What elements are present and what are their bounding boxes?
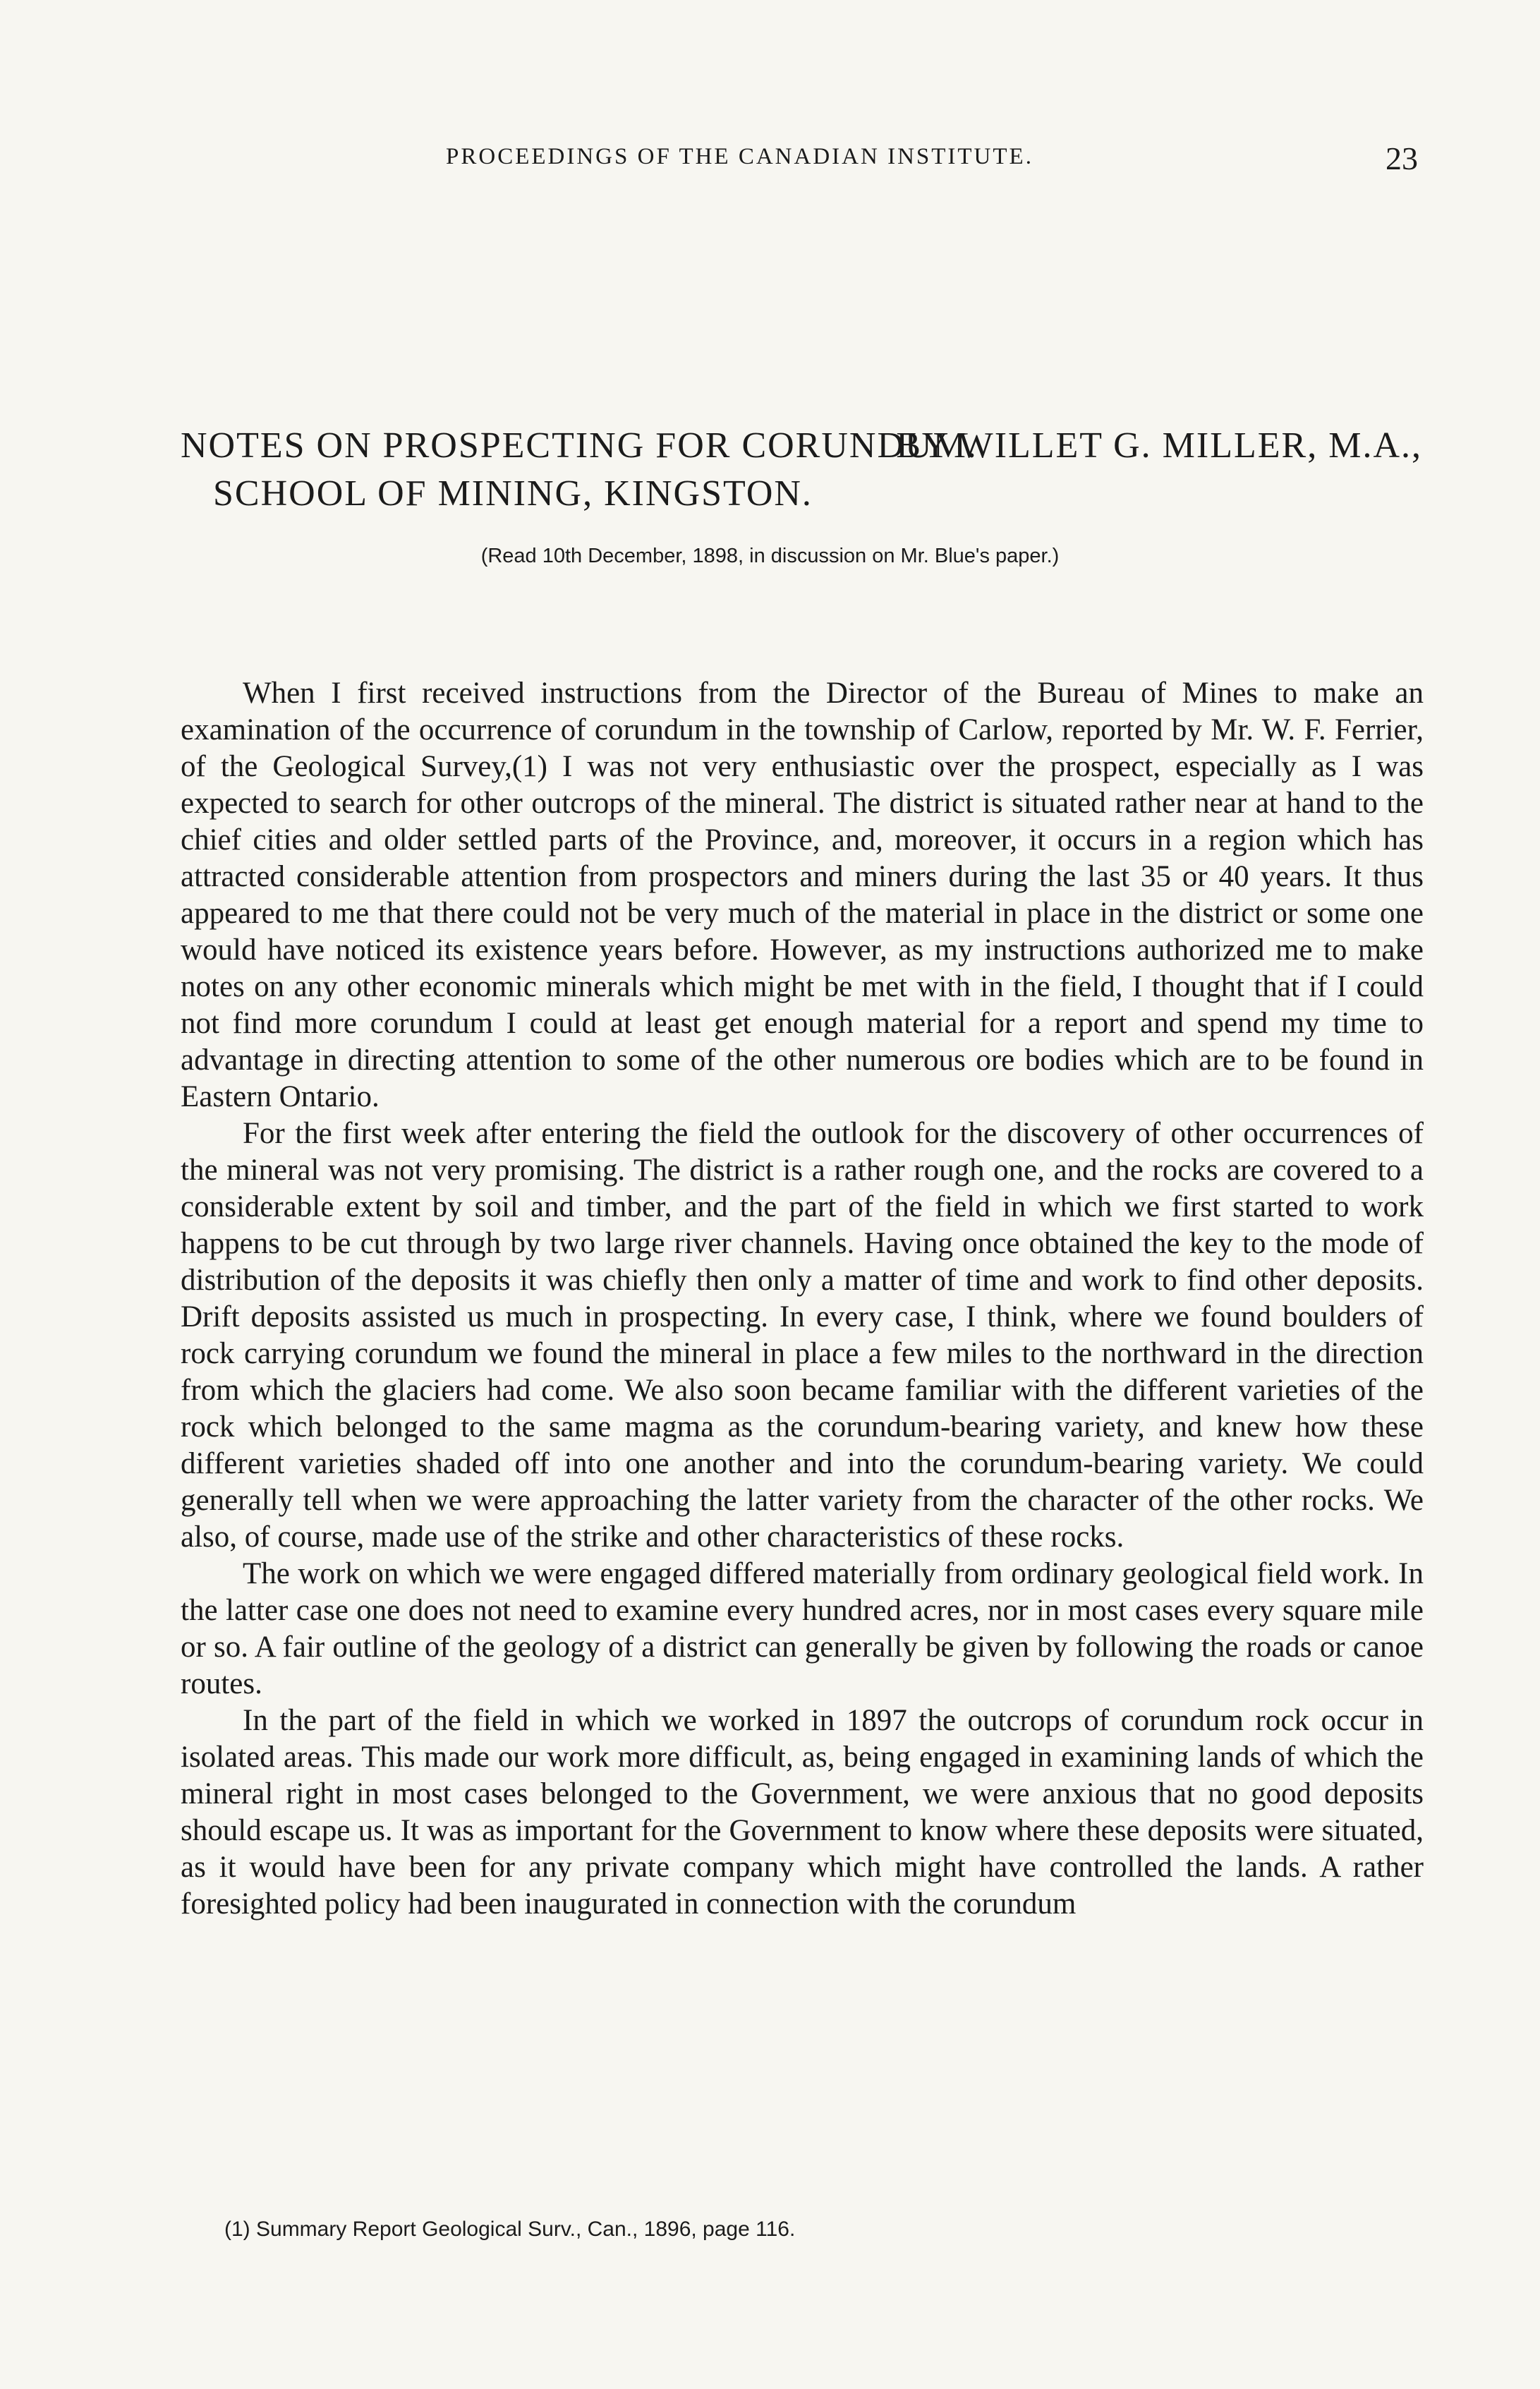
article-title-block xyxy=(181,425,1422,514)
paragraph-3: The work on which we were engaged differed materially from ordinary geological field work. In the latter case one does not need to examine every hundred acres, nor in most cases every square mile or so. A fair outline of the geology of a district can generally be given by following the roads or canoe routes. xyxy=(181,1557,1424,1700)
article-title: NOTES ON PROSPECTING FOR CORUNDUM. xyxy=(181,425,978,466)
paragraph-4: In the part of the field in which we worked in 1897 the outcrops of corundum rock occur in isolated areas. This made our work more difficult, as, being engaged in examining lands of which the mineral right in most cases belonged to the Government, we were anxious that no good deposits should escape us. It was as important for the Government to know where these deposits were situated, as it would have been for any private company which might have controlled the lands. A rather foresighted policy had been inaugurated in connection with the corundum xyxy=(181,1704,1424,1921)
article-byline: BY WILLET G. MILLER, M.A., xyxy=(896,425,1422,466)
running-head-title: PROCEEDINGS OF THE CANADIAN INSTITUTE. xyxy=(446,144,1033,169)
read-note: (Read 10th December, 1898, in discussion on Mr. Blue's paper.) xyxy=(480,545,1060,567)
paragraph-2: For the first week after entering the field the outlook for the discovery of other occurrences of the mineral was not very promising. The district is a rather rough one, and the rocks are covered to a considerable extent by soil and timber, and the part of the field in which we first started to work happens to be cut through by two large river channels. Having once obtained the key to the mode of distribution of the deposits it was chiefly then only a matter of time and work to find other deposits. Drift deposits assisted us much in prospecting. In every case, I think, where we found boulders of rock carrying corundum we found the mineral in place a few miles to the northward in the direction from which the glaciers had come. We also soon became familiar with the different varieties of the rock which belonged to the same magma as the corundum-bearing variety, and knew how these different varieties shaded off into one another and into the corundum-bearing variety. We could generally tell when we were approaching the latter variety from the character of the other rocks. We also, of course, made use of the strike and other characteristics of these rocks. xyxy=(181,1117,1424,1554)
footnote: (1) Summary Report Geological Surv., Can., 1896, page 116. xyxy=(224,2218,796,2241)
title-line xyxy=(181,425,1422,471)
page-number: 23 xyxy=(1386,140,1418,176)
paragraph-1: When I first received instructions from the Director of the Bureau of Mines to make an examination of the occurrence of corundum in the township of Carlow, reported by Mr. W. F. Ferrier, of the Geological Survey,(1) I was not very enthusiastic over the prospect, especially as I was expected to search for other outcrops of the mineral. The district is situated rather near at hand to the chief cities and older settled parts of the Province, and, moreover, it occurs in a region which has attracted considerable attention from prospectors and miners during the last 35 or 40 years. It thus appeared to me that there could not be very much of the material in place in the district or some one would have noticed its existence years before. However, as my instructions authorized me to make notes on any other economic minerals which might be met with in the field, I thought that if I could not find more corundum I could at least get enough material for a report and spend my time to advantage in directing attention to some of the other numerous ore bodies which are to be found in Eastern Ontario. xyxy=(181,677,1424,1113)
article-body xyxy=(181,675,1424,1923)
author-affiliation: SCHOOL OF MINING, KINGSTON. xyxy=(213,473,813,514)
